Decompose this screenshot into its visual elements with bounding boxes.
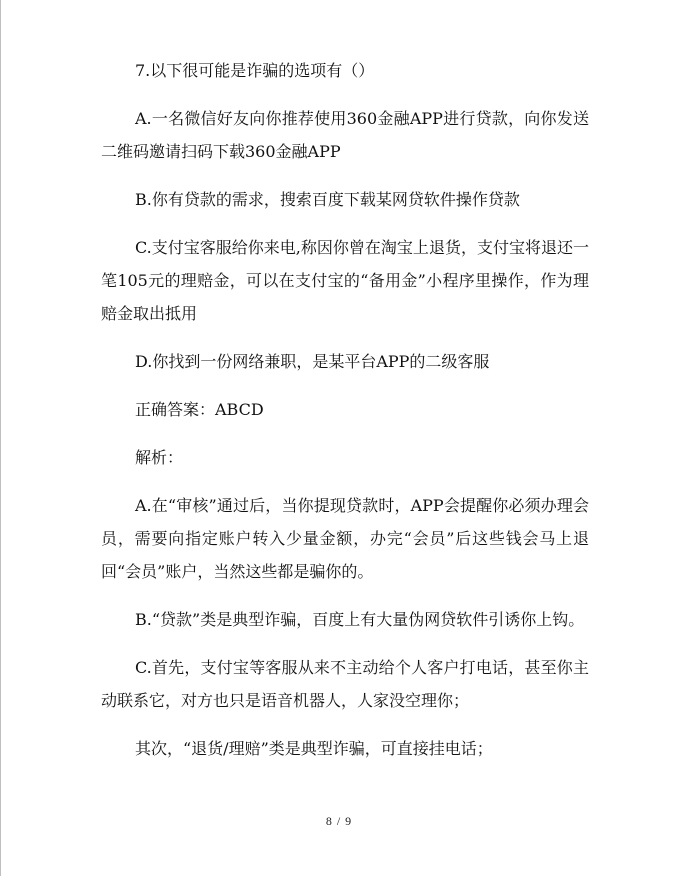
analysis-c: C.首先，支付宝等客服从来不主动给个人客户打电话，甚至你主动联系它，对方也只是语音机器人，人家没空理你； [101, 658, 589, 710]
option-a: A.一名微信好友向你推荐使用360金融APP进行贷款，向你发送二维码邀请扫码下载360金融APP [101, 109, 589, 161]
page-content [101, 54, 589, 780]
analysis-heading: 解析： [135, 448, 184, 467]
option-d: D.你找到一份网络兼职，是某平台APP的二级客服 [135, 352, 490, 371]
analysis-a: A.在“审核”通过后，当你提现贷款时，APP会提醒你必须办理会员，需要向指定账户转入少量金额，办完“会员”后这些钱会马上退回“会员”账户，当然这些都是骗你的。 [101, 496, 589, 581]
correct-answer: 正确答案：ABCD [135, 400, 264, 419]
analysis-c-second: 其次，“退货/理赔”类是典型诈骗，可直接挂电话； [135, 739, 493, 758]
question-title: 7.以下很可能是诈骗的选项有（） [135, 61, 375, 80]
option-c: C.支付宝客服给你来电,称因你曾在淘宝上退货，支付宝将退还一笔105元的理赔金，可以在支付宝的“备用金”小程序里操作，作为理赔金取出抵用 [101, 238, 589, 323]
page-number: 8 / 9 [325, 814, 353, 828]
option-b: B.你有贷款的需求，搜索百度下载某网贷软件操作贷款 [135, 190, 520, 209]
analysis-b: B.“贷款”类是典型诈骗，百度上有大量伪网贷软件引诱你上钩。 [135, 610, 585, 629]
